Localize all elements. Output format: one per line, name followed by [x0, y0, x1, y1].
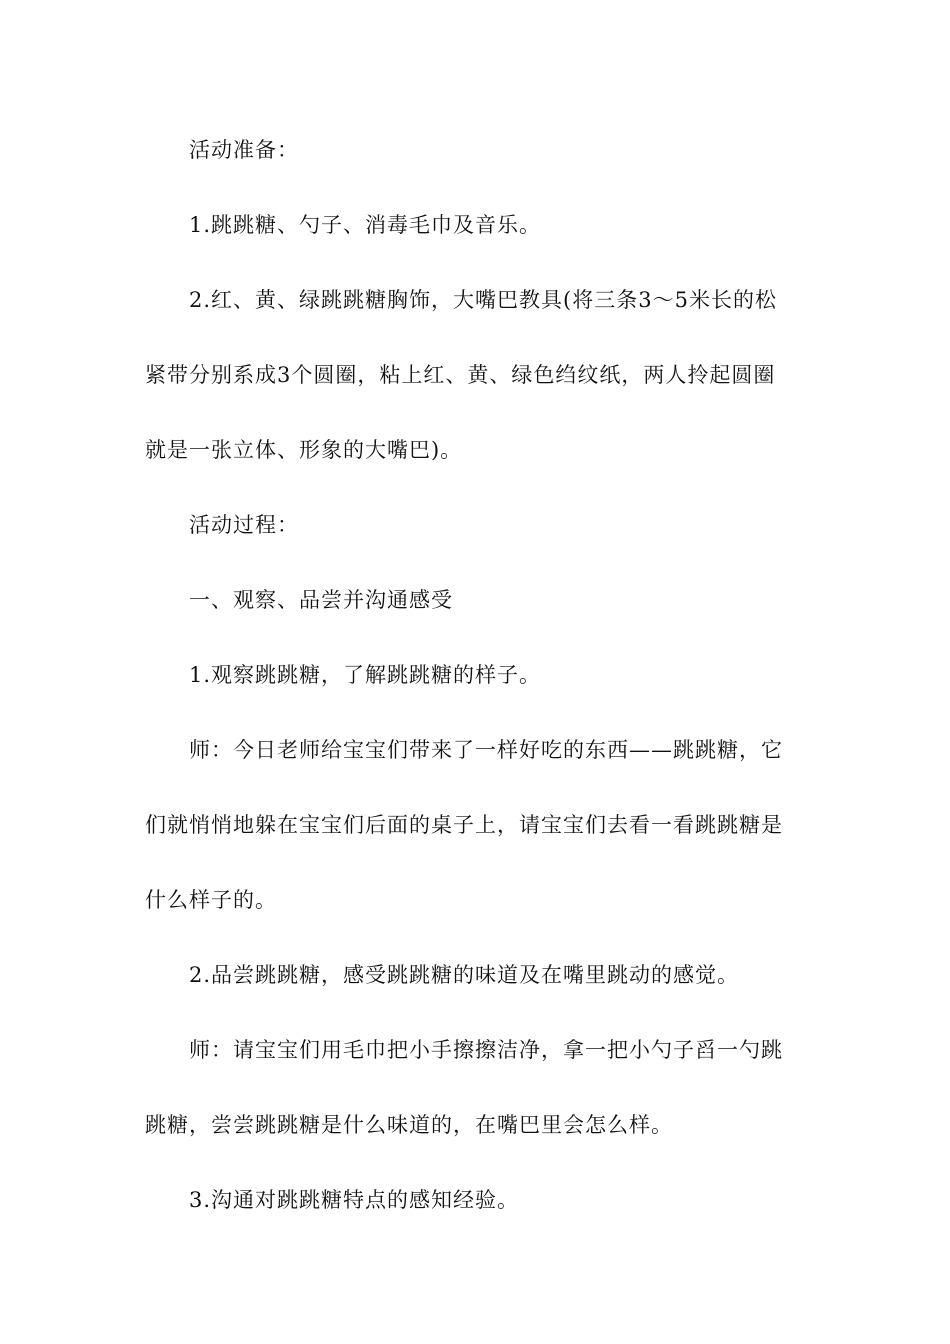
text-line: 2.红、黄、绿跳跳糖胸饰，大嘴巴教具(将三条3～5米长的松: [189, 288, 777, 312]
paragraph-prep-item-1: [145, 209, 795, 247]
text-line: 紧带分别系成3个圆圈，粘上红、黄、绿色绉纹纸，两人拎起圆圈: [145, 363, 776, 387]
paragraph-step-2: [145, 959, 795, 997]
text-line: 跳糖，尝尝跳跳糖是什么味道的，在嘴巴里会怎么样。: [145, 1113, 673, 1137]
text-line: 2.品尝跳跳糖，感受跳跳糖的味道及在嘴里跳动的感觉。: [189, 963, 740, 987]
text-line: 们就悄悄地躲在宝宝们后面的桌子上，请宝宝们去看一看跳跳糖是: [145, 813, 783, 837]
text-line: 活动准备：: [189, 138, 299, 162]
text-line: 活动过程：: [189, 513, 299, 537]
text-line: 1.观察跳跳糖，了解跳跳糖的样子。: [189, 663, 542, 687]
paragraph-step-3: [145, 1184, 795, 1222]
text-line: 3.沟通对跳跳糖特点的感知经验。: [189, 1188, 520, 1212]
text-line: 一、观察、品尝并沟通感受: [189, 588, 453, 612]
paragraph-step-1: [145, 659, 795, 697]
text-line: 就是一张立体、形象的大嘴巴)。: [145, 438, 463, 462]
text-line: 1.跳跳糖、勺子、消毒毛巾及音乐。: [189, 213, 542, 237]
paragraph-activity-prep-heading: [145, 134, 795, 172]
text-line: 师：今日老师给宝宝们带来了一样好吃的东西——跳跳糖，它: [189, 738, 783, 762]
paragraph-activity-process-heading: [145, 509, 795, 547]
paragraph-section-1-heading: [145, 584, 795, 622]
paragraph-teacher-remark-2: [145, 1034, 795, 1147]
paragraph-teacher-remark-1: [145, 734, 795, 922]
text-line: 什么样子的。: [145, 888, 277, 912]
text-line: 师：请宝宝们用毛巾把小手擦擦洁净，拿一把小勺子舀一勺跳: [189, 1038, 783, 1062]
paragraph-prep-item-2: [145, 284, 795, 472]
document-body: [145, 134, 795, 1222]
